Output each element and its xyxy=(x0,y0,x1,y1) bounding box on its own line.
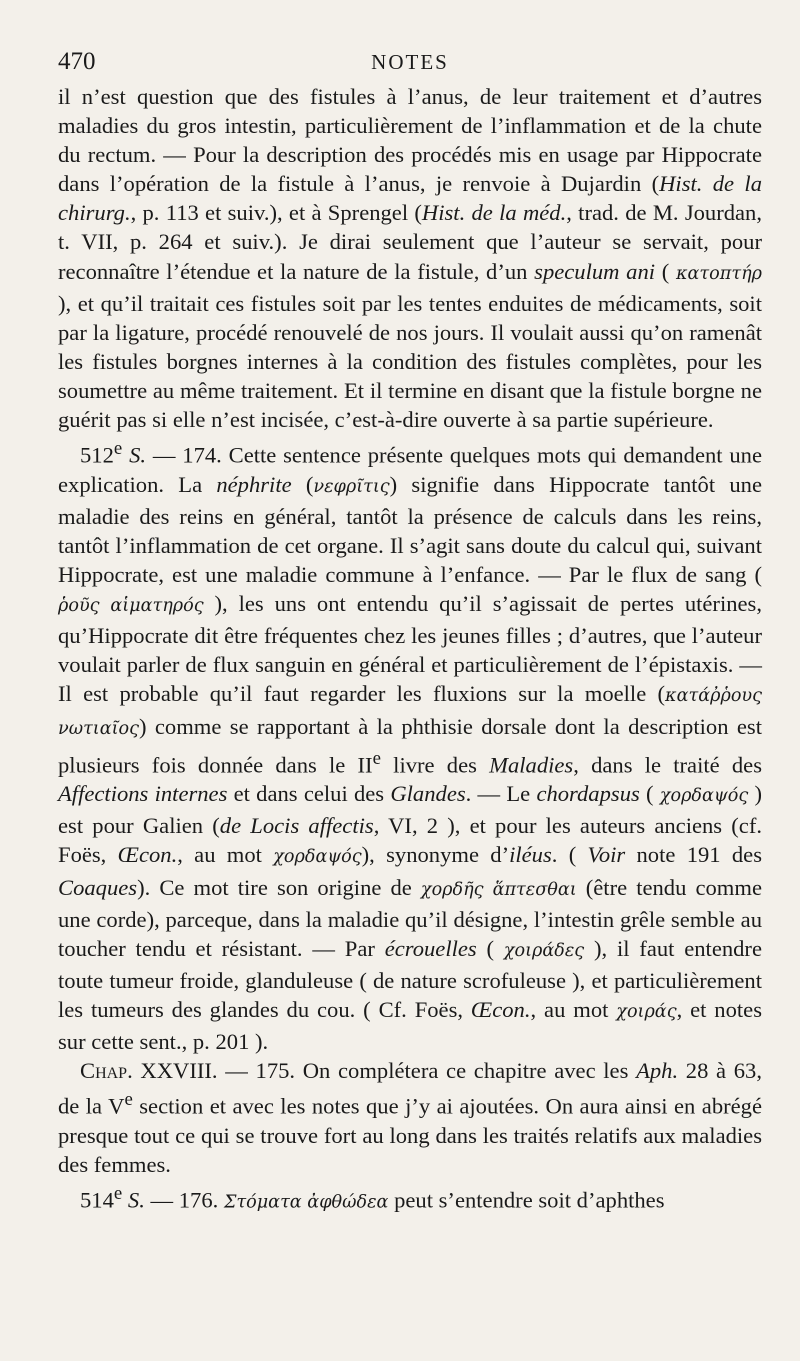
text-run: ( xyxy=(655,258,676,284)
book-title: Coaques xyxy=(58,874,138,900)
text-run: 28 à 63, de la V xyxy=(58,1058,762,1119)
text-run: il n’est question que des fistules à l’anus, de leur traitement et d’autres maladies du gros intestin, particulièrement de l’inflammation et de la chute du rectum. — Pour la description des procédés mis en usage par Hippocrate dans l’opération de la fistule à l’anus, je renvoie à Dujardin ( xyxy=(58,84,762,197)
greek-term: χοιράς xyxy=(616,1001,677,1022)
book-title: Hist. de la chirurg. xyxy=(58,171,762,226)
text-run: ), les uns ont entendu qu’il s’agissait de pertes utérines, qu’Hippocrate dit être fréquentes chez les jeunes filles ; d’autres, que l’auteur voulait parler de flux sanguin en général et particulièrement de l’épistaxis. — Il est probable qu’il faut regarder les fluxions sur la moelle ( xyxy=(58,591,763,707)
superscript: e xyxy=(113,1182,123,1204)
text-run: , et notes sur cette sent., p. 201 ). xyxy=(58,996,762,1054)
chapter-label: Chap. xyxy=(80,1058,133,1084)
text-run: et dans celui des xyxy=(227,781,391,807)
italic-term: néphrite xyxy=(216,471,292,497)
text-run: ). Ce mot tire son origine de xyxy=(137,874,421,900)
text-run: ), synonyme d’ xyxy=(361,842,510,868)
superscript: e xyxy=(113,438,123,460)
greek-term: κατοπτήρ xyxy=(675,263,762,284)
superscript: e xyxy=(124,1089,133,1111)
text-run: note 191 des xyxy=(625,842,762,868)
text-run: ( xyxy=(291,471,314,497)
text-run: — 176. xyxy=(144,1187,224,1213)
italic-term: S. xyxy=(127,1187,145,1213)
book-title: Hist. de la méd. xyxy=(421,200,567,226)
italic-term: chordapsus xyxy=(536,781,640,807)
italic-term: Voir xyxy=(587,842,626,868)
text-run: — 174. Cette sentence présente quelques mots qui demandent une explication. La xyxy=(58,442,762,497)
running-head: NOTES xyxy=(371,50,449,74)
text-run: section et avec les notes que j’y ai ajoutées. On aura ainsi en abrégé presque tout ce qui se trouve fort au long dans les traités relatifs aux maladies des femmes. xyxy=(58,1093,762,1177)
text-run: ) est pour Galien ( xyxy=(58,781,762,839)
greek-term: κατάῤῥους νωτιαῖος xyxy=(58,686,762,739)
superscript: e xyxy=(372,747,381,769)
paragraph-note-175 xyxy=(58,1056,762,1179)
book-title: Aph. xyxy=(636,1058,679,1084)
text-run: , au mot xyxy=(177,842,274,868)
text-run: ), il faut entendre toute tumeur froide, glanduleuse ( de nature scrofuleuse ), et particulièrement les tumeurs des glandes du cou. ( Cf. Foës, xyxy=(58,935,762,1022)
greek-term: χορδῆς ἅπτεσθαι xyxy=(420,879,577,900)
text-run: , trad. de M. Jourdan, t. VII, p. 264 et suiv.). Je dirai seulement que l’auteur se servait, pour reconnaître l’étendue et la nature de la fistule, d’un xyxy=(58,200,763,284)
page-number: 470 xyxy=(58,48,96,75)
page-header xyxy=(58,42,762,82)
text-run: 512 xyxy=(80,442,114,468)
text-run: peut s’entendre soit d’aphthes xyxy=(388,1187,665,1213)
text-run: (être tendu comme une corde), parceque, dans la maladie qu’il désigne, l’intestin grêle semble au toucher tendu et résistant. — Par xyxy=(58,874,762,961)
greek-term: Στόματα ἀφθώδεα xyxy=(223,1192,389,1213)
text-run: . ( xyxy=(551,842,588,868)
paragraph-note-176 xyxy=(58,1179,762,1218)
book-title: Œcon. xyxy=(470,996,531,1022)
text-run: ), et qu’il traitait ces fistules soit par les tentes enduites de médicaments, soit par la ligature, procédé renouvelé de nos jours. Il voulait aussi qu’on ramenât les fistules borgnes internes à la condition des fistules complètes, pour les soumettre au même traitement. Et il termine en disant que la fistule borgne ne guérit pas si elle n’est incisée, c’est-à-dire ouverte à sa partie supérieure. xyxy=(58,290,762,433)
greek-term: χοιράδες xyxy=(503,940,585,961)
book-title: de Locis affectis xyxy=(219,813,374,839)
text-run: , dans le traité des xyxy=(573,752,763,778)
body-text xyxy=(58,82,762,1218)
italic-term: écrouelles xyxy=(384,935,477,961)
greek-term: χορδαψός xyxy=(659,786,749,807)
text-run: XXVIII. — 175. On complétera ce chapitre avec les xyxy=(132,1058,637,1084)
book-title: Maladies xyxy=(489,752,574,778)
paragraph-continuation xyxy=(58,82,762,434)
italic-term: iléus xyxy=(509,842,552,868)
latin-term: speculum ani xyxy=(534,258,656,284)
book-title: Affections internes xyxy=(58,781,228,807)
text-run: ) signifie dans Hippocrate tantôt une maladie des reins en général, tantôt la présence de calculs dans les reins, tantôt l’inflammation de cet organe. Il s’agit sans doute du calcul qui, suivant Hippocrate, est une maladie commune à l’enfance. — Par le flux de sang ( xyxy=(58,471,762,588)
text-run: , au mot xyxy=(530,996,617,1022)
greek-term: χορδαψός xyxy=(273,847,362,868)
text-run: ( xyxy=(639,781,660,807)
text-run: 514 xyxy=(80,1187,114,1213)
greek-term: νεφρῖτις xyxy=(313,476,390,497)
italic-term: S. xyxy=(129,442,147,468)
text-run: livre des xyxy=(380,752,490,778)
book-title: Glandes xyxy=(390,781,466,807)
text-run: ) comme se rapportant à la phthisie dorsale dont la description est plusieurs fois donnée dans le II xyxy=(58,713,762,778)
text-run: ( xyxy=(476,935,504,961)
text-run: , VI, 2 ), et pour les auteurs anciens (cf. Foës, xyxy=(58,813,762,868)
text-run: . — Le xyxy=(465,781,537,807)
greek-term: ῥοῦς αἱματηρός xyxy=(58,596,204,617)
book-title: Œcon. xyxy=(117,842,178,868)
paragraph-note-174 xyxy=(58,434,762,1056)
text-run: , p. 113 et suiv.), et à Sprengel ( xyxy=(130,200,422,226)
